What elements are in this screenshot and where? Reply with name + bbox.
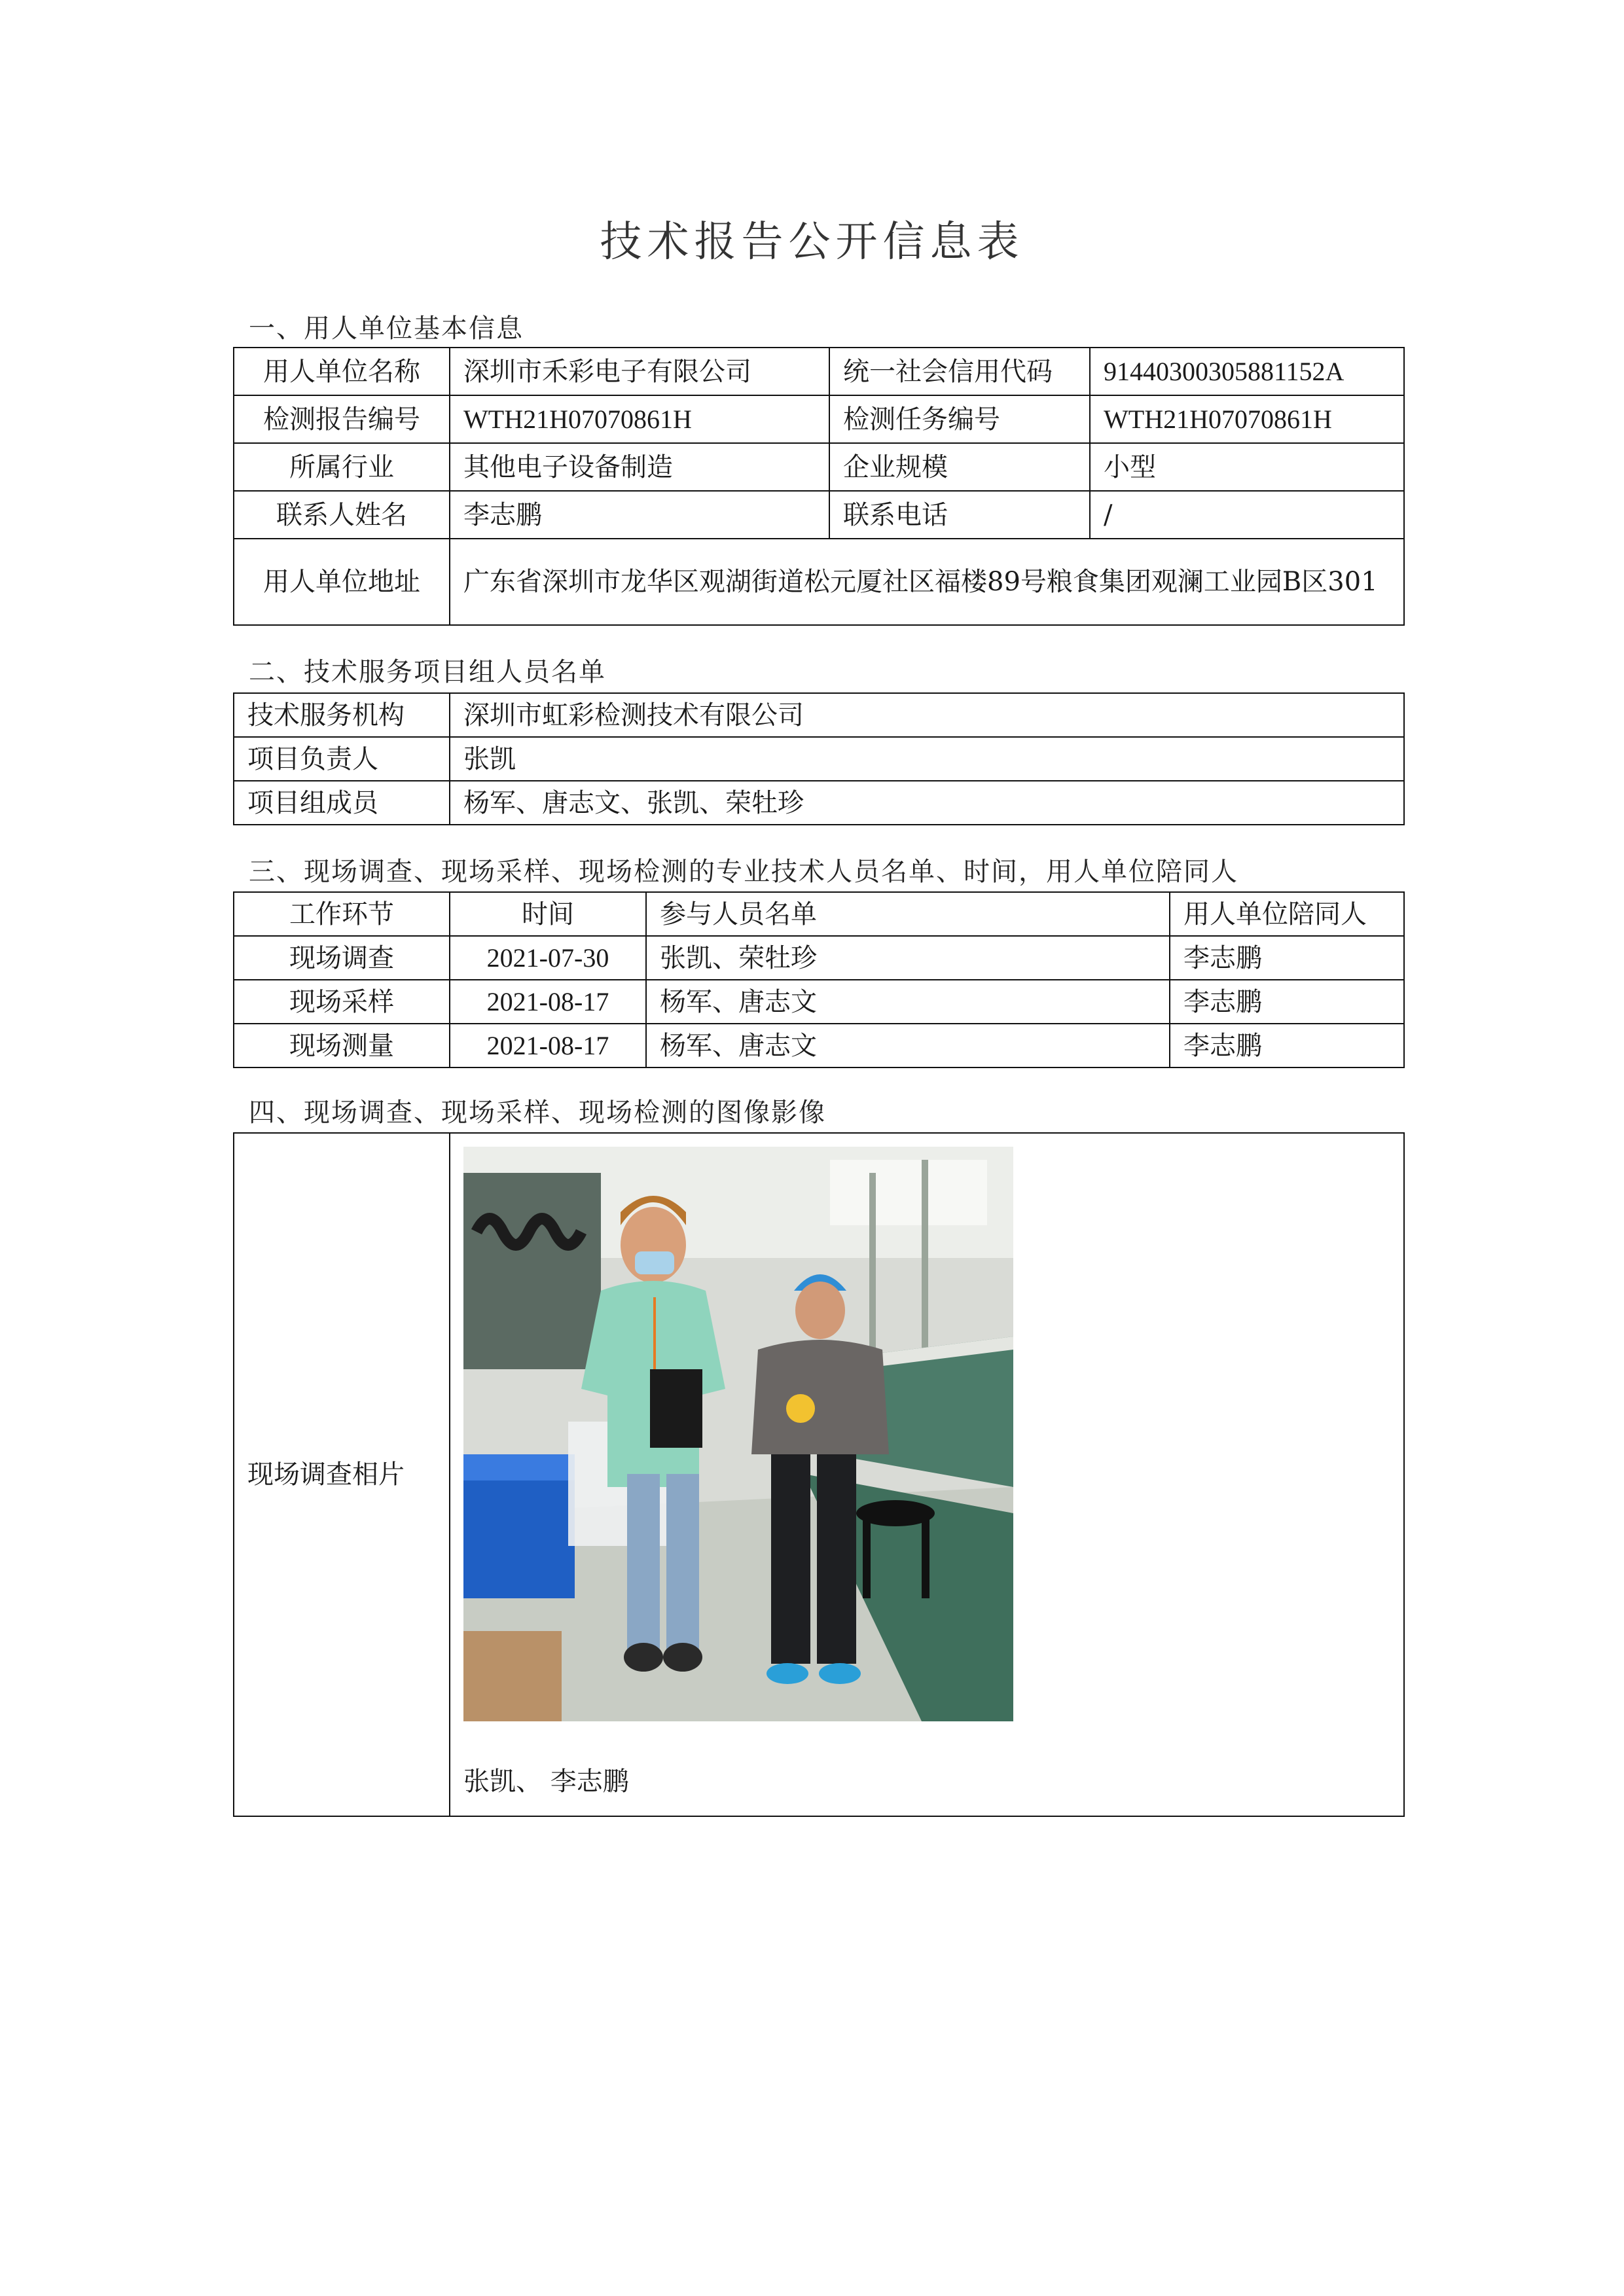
value-contact-name: 李志鹏 — [450, 491, 829, 539]
section1-heading: 一、用人单位基本信息 — [249, 314, 524, 344]
table-row — [234, 781, 1404, 825]
stage-cell: 现场调查 — [234, 936, 450, 980]
value-company-size: 小型 — [1090, 443, 1404, 491]
table-row — [234, 1133, 1404, 1816]
header-participants: 参与人员名单 — [646, 892, 1170, 936]
photo-caption: 张凯、 李志鹏 — [463, 1767, 629, 1797]
label-contact-phone: 联系电话 — [829, 491, 1090, 539]
label-company-size: 企业规模 — [829, 443, 1090, 491]
photo-table — [233, 1132, 1405, 1817]
section2-heading: 二、技术服务项目组人员名单 — [249, 657, 606, 687]
section3-heading: 三、现场调查、现场采样、现场检测的专业技术人员名单、时间，用人单位陪同人 — [249, 857, 1238, 887]
date-cell: 2021-07-30 — [450, 936, 646, 980]
participants-cell: 张凯、荣牡珍 — [646, 936, 1170, 980]
value-credit-code: 91440300305881152A — [1090, 348, 1404, 395]
table-row — [234, 1024, 1404, 1067]
accompanying-cell: 李志鹏 — [1170, 1024, 1404, 1067]
accompanying-cell: 李志鹏 — [1170, 980, 1404, 1024]
date-cell: 2021-08-17 — [450, 980, 646, 1024]
accompanying-cell: 李志鹏 — [1170, 936, 1404, 980]
table-row — [234, 443, 1404, 491]
table-row — [234, 491, 1404, 539]
participants-cell: 杨军、唐志文 — [646, 980, 1170, 1024]
header-time: 时间 — [450, 892, 646, 936]
field-work-table — [233, 891, 1405, 1068]
value-address: 广东省深圳市龙华区观湖街道松元厦社区福楼89号粮食集团观澜工业园B区301 — [450, 539, 1404, 625]
label-photo: 现场调查相片 — [234, 1133, 450, 1816]
photo-cell — [450, 1133, 1404, 1816]
basic-info-table — [233, 347, 1405, 626]
page-title: 技术报告公开信息表 — [600, 218, 1024, 266]
value-report-number: WTH21H07070861H — [450, 395, 829, 443]
label-project-lead: 项目负责人 — [234, 737, 450, 781]
participants-cell: 杨军、唐志文 — [646, 1024, 1170, 1067]
header-work-stage: 工作环节 — [234, 892, 450, 936]
value-service-org: 深圳市虹彩检测技术有限公司 — [450, 693, 1404, 737]
table-row — [234, 348, 1404, 395]
label-task-number: 检测任务编号 — [829, 395, 1090, 443]
label-industry: 所属行业 — [234, 443, 450, 491]
value-team-members: 杨军、唐志文、张凯、荣牡珍 — [450, 781, 1404, 825]
table-row — [234, 395, 1404, 443]
table-row — [234, 539, 1404, 625]
label-company-name: 用人单位名称 — [234, 348, 450, 395]
label-report-number: 检测报告编号 — [234, 395, 450, 443]
stage-cell: 现场采样 — [234, 980, 450, 1024]
table-row — [234, 980, 1404, 1024]
table-row — [234, 693, 1404, 737]
value-project-lead: 张凯 — [450, 737, 1404, 781]
site-survey-photo — [463, 1147, 1013, 1721]
value-task-number: WTH21H07070861H — [1090, 395, 1404, 443]
label-credit-code: 统一社会信用代码 — [829, 348, 1090, 395]
table-row — [234, 936, 1404, 980]
label-service-org: 技术服务机构 — [234, 693, 450, 737]
label-contact-name: 联系人姓名 — [234, 491, 450, 539]
value-company-name: 深圳市禾彩电子有限公司 — [450, 348, 829, 395]
date-cell: 2021-08-17 — [450, 1024, 646, 1067]
header-accompanying-person: 用人单位陪同人 — [1170, 892, 1404, 936]
label-team-members: 项目组成员 — [234, 781, 450, 825]
section4-heading: 四、现场调查、现场采样、现场检测的图像影像 — [249, 1098, 826, 1128]
stage-cell: 现场测量 — [234, 1024, 450, 1067]
value-contact-phone: / — [1090, 491, 1404, 539]
table-row — [234, 737, 1404, 781]
label-address: 用人单位地址 — [234, 539, 450, 625]
table-header-row — [234, 892, 1404, 936]
value-industry: 其他电子设备制造 — [450, 443, 829, 491]
project-team-table — [233, 692, 1405, 825]
